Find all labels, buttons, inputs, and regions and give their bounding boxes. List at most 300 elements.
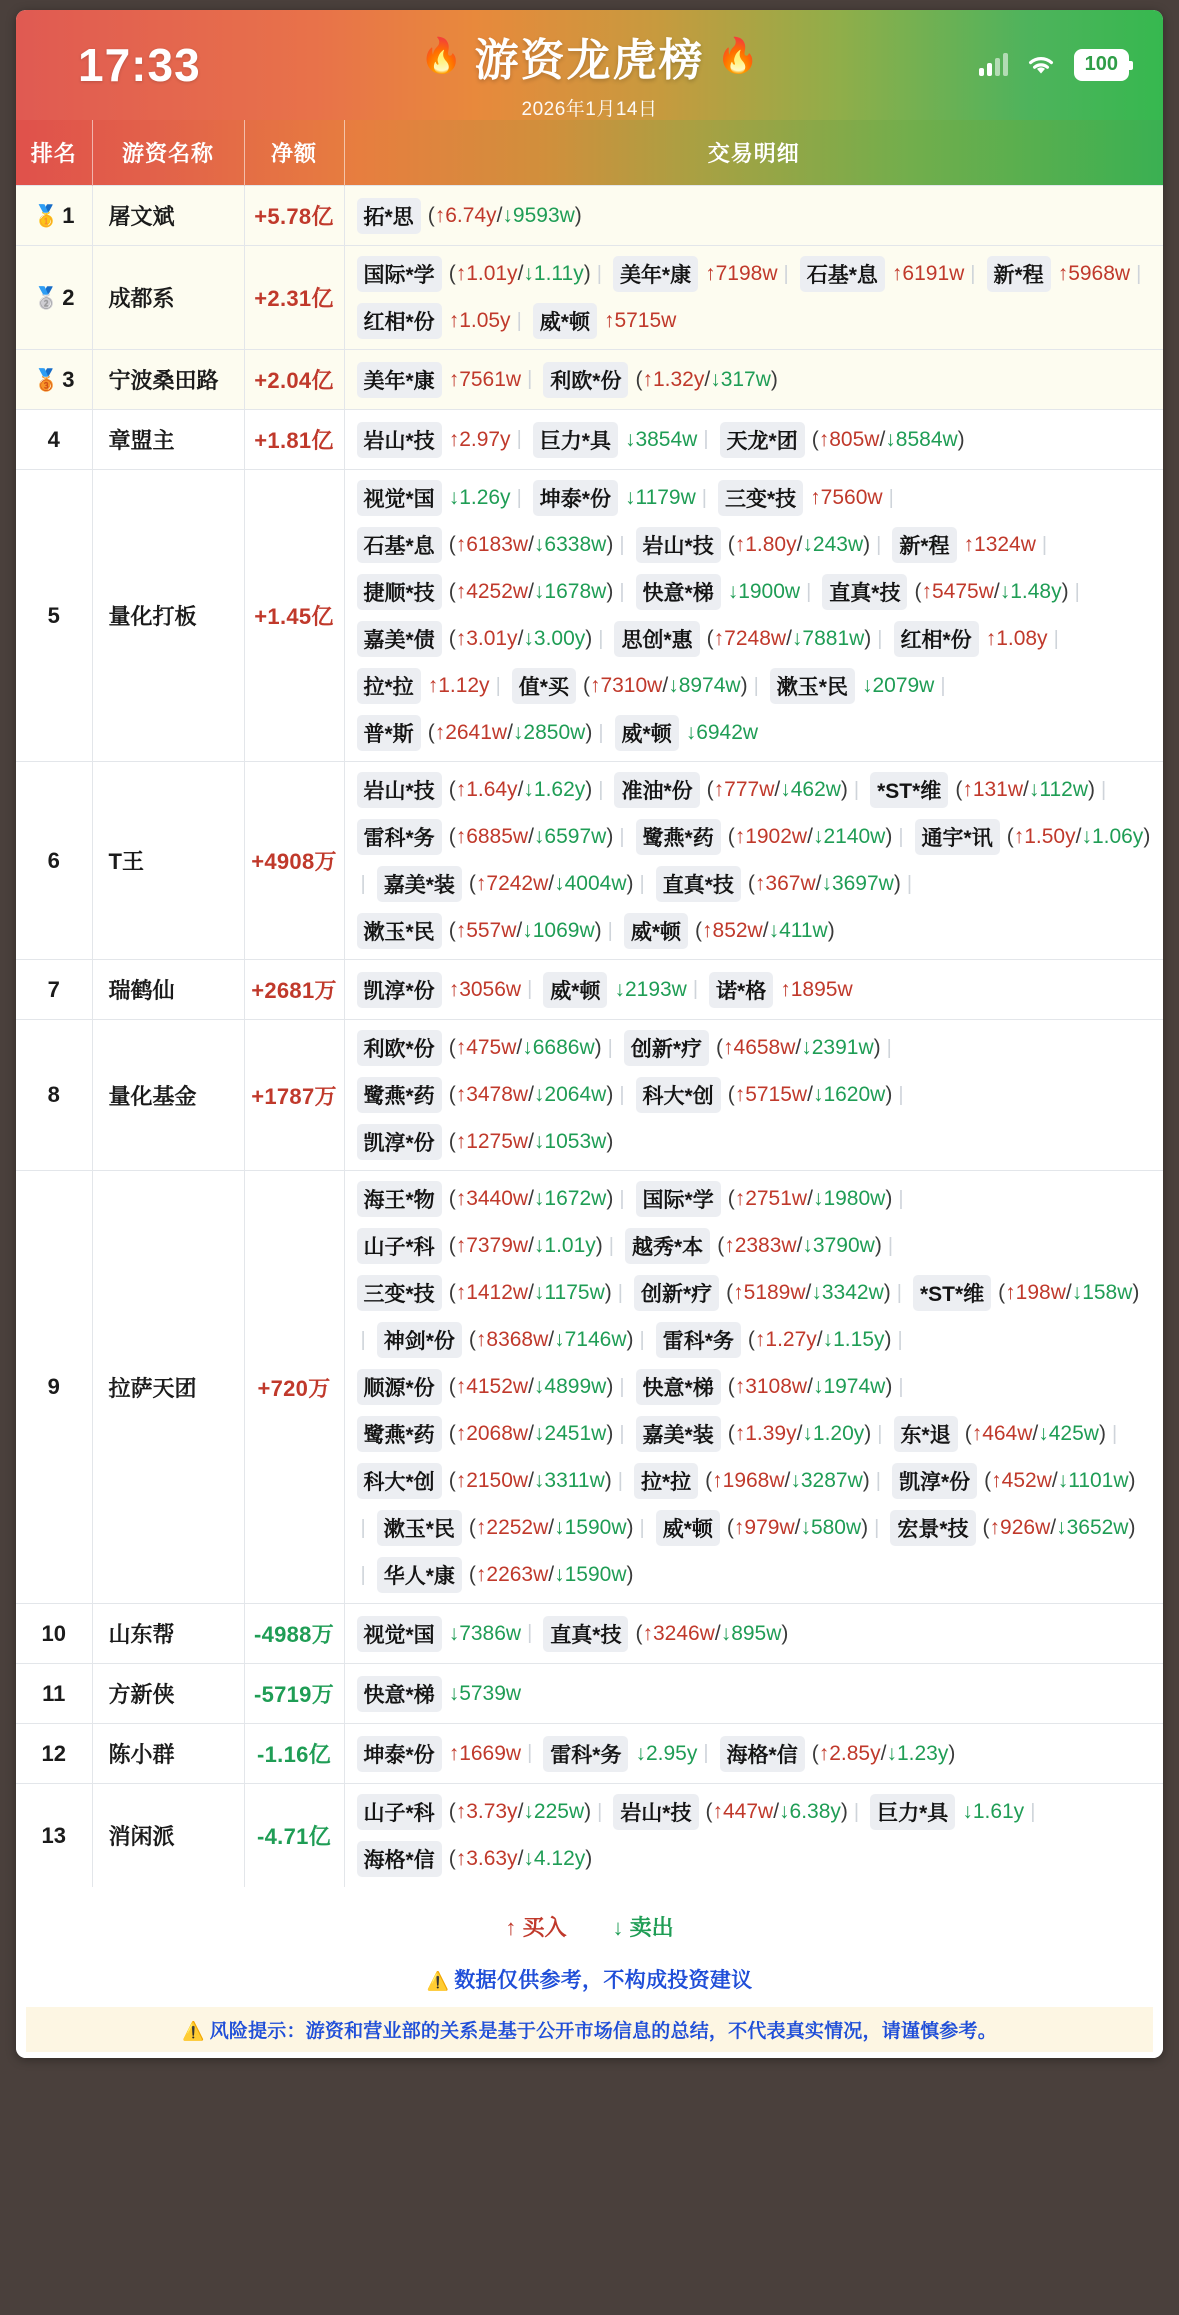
cell-net-amount: +2.31亿: [244, 246, 344, 350]
trade-item[interactable]: [615, 715, 759, 751]
status-bar-clock: 17:33: [78, 39, 201, 91]
cell-trader-name[interactable]: 方新侠: [92, 1664, 244, 1724]
stock-name-badge[interactable]: 科大*创: [357, 1463, 442, 1499]
trade-values: (↑2641w/↓2850w): [427, 721, 593, 744]
stock-name-badge[interactable]: 科大*创: [636, 1077, 721, 1113]
trade-item[interactable]: [357, 715, 593, 751]
trade-values: (↑2263w/↓1590w): [468, 1563, 634, 1586]
cell-trader-name[interactable]: 宁波桑田路: [92, 350, 244, 410]
fire-icon-right: 🔥: [716, 37, 759, 75]
stock-name-badge[interactable]: 拓*思: [357, 198, 421, 234]
trade-values: (↑1.32y/↓317w): [635, 367, 778, 391]
stock-name-badge[interactable]: 东*退: [894, 1416, 958, 1452]
trade-values: ↑5715w: [603, 309, 677, 332]
stock-name-badge[interactable]: 新*程: [892, 527, 956, 563]
stock-name-badge[interactable]: 直真*技: [656, 866, 741, 902]
cell-net-amount: -5719万: [244, 1664, 344, 1724]
cell-rank: [16, 1020, 92, 1171]
stock-name-badge[interactable]: *ST*维: [913, 1275, 991, 1311]
trade-item[interactable]: [357, 621, 593, 657]
cell-trade-details: [344, 1604, 1163, 1664]
cell-trader-name[interactable]: 山东帮: [92, 1604, 244, 1664]
trade-values: (↑4152w/↓4899w): [448, 1375, 614, 1398]
trade-separator: |: [527, 1742, 533, 1764]
trade-item[interactable]: [357, 1416, 614, 1452]
leaderboard-table: [16, 120, 1163, 1887]
trade-values: (↑4658w/↓2391w): [716, 1036, 881, 1059]
trade-separator: |: [887, 1234, 894, 1257]
trade-item[interactable]: [357, 1275, 612, 1311]
trade-item[interactable]: [533, 480, 696, 516]
stock-name-badge[interactable]: 鹭燕*药: [357, 1077, 442, 1113]
trade-item[interactable]: [636, 1369, 893, 1405]
stock-name-badge[interactable]: 直真*技: [822, 574, 907, 610]
cell-trade-details: [344, 762, 1163, 960]
trade-separator: |: [876, 533, 882, 556]
trade-item[interactable]: [915, 819, 1151, 855]
table-row[interactable]: [16, 350, 1163, 410]
stock-name-badge[interactable]: 巨力*具: [870, 1794, 955, 1830]
stock-name-badge[interactable]: 海格*信: [357, 1841, 442, 1877]
stock-name-badge[interactable]: 值*买: [512, 668, 576, 704]
trade-separator: |: [619, 580, 625, 603]
trade-separator: |: [360, 1563, 366, 1586]
stock-name-badge[interactable]: 思创*惠: [614, 621, 699, 657]
stock-name-badge[interactable]: 新*程: [987, 256, 1051, 292]
trade-separator: |: [619, 1422, 625, 1445]
trade-item[interactable]: [357, 1228, 603, 1264]
stock-name-badge[interactable]: 美年*康: [357, 362, 442, 398]
medal-icon: 🥈: [33, 286, 60, 310]
trade-item[interactable]: [357, 1124, 614, 1160]
stock-name-badge[interactable]: 快意*梯: [636, 1369, 721, 1405]
table-row[interactable]: [16, 1604, 1163, 1664]
trade-values: ↓2.95y: [635, 1741, 698, 1765]
trade-values: (↑1.01y/↓1.11y): [448, 262, 591, 285]
stock-name-badge[interactable]: 鹭燕*药: [357, 1416, 442, 1452]
trade-item[interactable]: [624, 913, 835, 949]
stock-name-badge[interactable]: 巨力*具: [533, 422, 618, 458]
trade-values: (↑1902w/↓2140w): [727, 825, 893, 848]
trade-item[interactable]: [543, 362, 778, 398]
trade-separator: |: [617, 1281, 623, 1304]
trade-item[interactable]: [533, 303, 677, 339]
trade-item[interactable]: [718, 480, 883, 516]
table-row[interactable]: [16, 960, 1163, 1020]
cell-trade-details: [344, 470, 1163, 762]
stock-name-badge[interactable]: 通宇*讯: [915, 819, 1000, 855]
stock-name-badge[interactable]: 国际*学: [636, 1181, 721, 1217]
trade-separator: |: [1074, 580, 1080, 603]
trade-separator: |: [703, 428, 709, 450]
trade-item[interactable]: [357, 913, 602, 949]
table-row[interactable]: [16, 410, 1163, 470]
cell-rank: [16, 1664, 92, 1724]
trade-item[interactable]: [357, 1736, 522, 1772]
trade-item[interactable]: [720, 1736, 956, 1772]
trade-separator: |: [597, 1800, 603, 1823]
legend-sell: ↓ 卖出: [612, 1915, 674, 1940]
trade-item[interactable]: [892, 527, 1036, 563]
trade-item[interactable]: [377, 1322, 634, 1358]
stock-name-badge[interactable]: 红相*份: [894, 621, 979, 657]
stock-name-badge[interactable]: 捷顺*技: [357, 574, 442, 610]
trade-item[interactable]: [357, 1369, 614, 1405]
stock-name-badge[interactable]: 石基*息: [800, 256, 885, 292]
cell-trader-name[interactable]: 拉萨天团: [92, 1171, 244, 1604]
trade-separator: |: [692, 978, 699, 1000]
trade-values: (↑447w/↓6.38y): [705, 1800, 848, 1823]
table-row[interactable]: [16, 186, 1163, 246]
stock-name-badge[interactable]: 快意*梯: [636, 574, 721, 610]
trade-values: (↑6.74y/↓9593w): [427, 203, 582, 227]
trade-item[interactable]: [357, 574, 614, 610]
trade-item[interactable]: [357, 1181, 614, 1217]
trade-item[interactable]: [357, 422, 511, 458]
trade-values: ↓2079w: [861, 674, 935, 697]
cell-trader-name[interactable]: 量化打板: [92, 470, 244, 762]
trade-list: [357, 480, 1156, 751]
stock-name-badge[interactable]: 创新*疗: [624, 1030, 709, 1066]
trade-item[interactable]: [357, 303, 511, 339]
cell-trader-name[interactable]: 瑞鹤仙: [92, 960, 244, 1020]
trade-item[interactable]: [357, 972, 522, 1008]
trade-item[interactable]: [543, 1616, 788, 1652]
stock-name-badge[interactable]: 威*顿: [615, 715, 679, 751]
trade-item[interactable]: [913, 1275, 1139, 1311]
stock-name-badge[interactable]: 威*顿: [624, 913, 688, 949]
trade-item[interactable]: [634, 1275, 891, 1311]
stock-name-badge[interactable]: 岩山*技: [357, 422, 442, 458]
trade-values: ↑7561w: [448, 367, 522, 391]
stock-name-badge[interactable]: 威*顿: [533, 303, 597, 339]
stock-name-badge[interactable]: 天龙*团: [720, 422, 805, 458]
stock-name-badge[interactable]: 红相*份: [357, 303, 442, 339]
trade-separator: |: [516, 428, 522, 450]
trade-item[interactable]: [770, 668, 935, 704]
cell-trader-name[interactable]: 量化基金: [92, 1020, 244, 1171]
trade-item[interactable]: [720, 422, 965, 458]
trade-values: (↑2.85y/↓1.23y): [811, 1741, 956, 1765]
stock-name-badge[interactable]: 拉*拉: [357, 668, 421, 704]
warning-icon-2: ⚠️: [182, 2021, 205, 2041]
trade-item[interactable]: [892, 1463, 1136, 1499]
stock-name-badge[interactable]: 雷科*务: [656, 1322, 741, 1358]
trade-item[interactable]: [636, 1077, 893, 1113]
cell-rank: [16, 762, 92, 960]
stock-name-badge[interactable]: 山子*科: [357, 1794, 442, 1830]
trade-item[interactable]: [656, 1510, 868, 1546]
trade-item[interactable]: [822, 574, 1068, 610]
trade-item[interactable]: [613, 256, 778, 292]
trade-values: ↓5739w: [448, 1681, 522, 1705]
rank-number: 13: [41, 1822, 66, 1848]
wifi-icon: [1026, 54, 1056, 76]
trade-separator: |: [608, 1234, 614, 1257]
trade-item[interactable]: [357, 1030, 602, 1066]
trade-values: ↑1.08y: [985, 627, 1048, 650]
cell-trader-name[interactable]: 章盟主: [92, 410, 244, 470]
medal-icon: 🥇: [33, 204, 60, 228]
trade-list: [357, 1616, 1156, 1652]
trade-list: [357, 422, 1156, 458]
table-row[interactable]: [16, 1020, 1163, 1171]
stock-name-badge[interactable]: 诺*格: [709, 972, 773, 1008]
trade-item[interactable]: [894, 621, 1048, 657]
stock-name-badge[interactable]: 岩山*技: [613, 1794, 698, 1830]
trade-item[interactable]: [357, 819, 614, 855]
trade-separator: |: [617, 1469, 623, 1492]
trade-item[interactable]: [357, 527, 614, 563]
trade-values: ↑1324w: [963, 533, 1036, 556]
trade-separator: |: [1136, 262, 1142, 285]
stock-name-badge[interactable]: 岩山*技: [636, 527, 721, 563]
stock-name-badge[interactable]: 宏景*技: [890, 1510, 975, 1546]
stock-name-badge[interactable]: 威*顿: [543, 972, 607, 1008]
page-title: 游资龙虎榜: [474, 36, 705, 85]
trade-separator: |: [898, 825, 904, 848]
trade-item[interactable]: [636, 527, 871, 563]
trade-item[interactable]: [357, 668, 490, 704]
trade-item[interactable]: [890, 1510, 1135, 1546]
trade-separator: |: [360, 872, 366, 895]
stock-name-badge[interactable]: 嘉美*债: [357, 621, 442, 657]
trade-values: (↑3108w/↓1974w): [727, 1375, 893, 1398]
trade-separator: |: [619, 825, 625, 848]
trade-values: (↑464w/↓425w): [964, 1422, 1106, 1445]
cell-net-amount: +5.78亿: [244, 186, 344, 246]
stock-name-badge[interactable]: 凯淳*份: [892, 1463, 977, 1499]
trade-item[interactable]: [636, 1181, 893, 1217]
medal-icon: 🥉: [33, 368, 60, 392]
stock-name-badge[interactable]: 拉*拉: [634, 1463, 698, 1499]
cell-net-amount: +720万: [244, 1171, 344, 1604]
trade-item[interactable]: [709, 972, 853, 1008]
disclaimer-primary-text: 数据仅供参考，不构成投资建议: [454, 1969, 753, 1992]
trade-item[interactable]: [533, 422, 698, 458]
trade-item[interactable]: [800, 256, 965, 292]
stock-name-badge[interactable]: 神剑*份: [377, 1322, 462, 1358]
trade-values: ↓3854w: [624, 427, 698, 451]
cell-trader-name[interactable]: 成都系: [92, 246, 244, 350]
trade-item[interactable]: [636, 819, 893, 855]
stock-name-badge[interactable]: 海格*信: [720, 1736, 805, 1772]
stock-name-badge[interactable]: 快意*梯: [357, 1676, 442, 1712]
stock-name-badge[interactable]: 漱玉*民: [377, 1510, 462, 1546]
stock-name-badge[interactable]: 岩山*技: [357, 772, 442, 808]
cell-trader-name[interactable]: 陈小群: [92, 1724, 244, 1784]
trade-item[interactable]: [613, 1794, 848, 1830]
trade-item[interactable]: [656, 1322, 892, 1358]
stock-name-badge[interactable]: 威*顿: [656, 1510, 720, 1546]
rank-number: 8: [47, 1082, 60, 1107]
stock-name-badge[interactable]: 越秀*本: [625, 1228, 710, 1264]
stock-name-badge[interactable]: 顺源*份: [357, 1369, 442, 1405]
trade-list: [357, 256, 1156, 339]
trade-item[interactable]: [625, 1228, 882, 1264]
stock-name-badge[interactable]: 嘉美*装: [377, 866, 462, 902]
stock-name-badge[interactable]: 三变*技: [718, 480, 803, 516]
stock-name-badge[interactable]: 海王*物: [357, 1181, 442, 1217]
trade-item[interactable]: [357, 1463, 612, 1499]
trade-values: (↑3.63y/↓4.12y): [448, 1847, 593, 1870]
trade-item[interactable]: [987, 256, 1131, 292]
stock-name-badge[interactable]: 直真*技: [543, 1616, 628, 1652]
trade-item[interactable]: [634, 1463, 870, 1499]
trade-separator: |: [898, 1187, 904, 1210]
trade-list: [357, 972, 1156, 1008]
cell-trade-details: [344, 1664, 1163, 1724]
cell-trader-name[interactable]: T王: [92, 762, 244, 960]
trade-separator: |: [360, 1516, 366, 1539]
trade-separator: |: [598, 627, 604, 650]
stock-name-badge[interactable]: 漱玉*民: [770, 668, 855, 704]
cell-trader-name[interactable]: 消闲派: [92, 1784, 244, 1888]
cell-trade-details: [344, 1784, 1163, 1888]
table-row[interactable]: [16, 1784, 1163, 1888]
col-header-net: 净额: [244, 120, 344, 186]
trade-separator: |: [1030, 1800, 1036, 1823]
stock-name-badge[interactable]: 凯淳*份: [357, 1124, 442, 1160]
stock-name-badge[interactable]: *ST*维: [870, 772, 948, 808]
trade-item[interactable]: [614, 621, 871, 657]
warning-icon: ⚠️: [426, 1971, 450, 1991]
trade-values: (↑3478w/↓2064w): [448, 1083, 614, 1106]
stock-name-badge[interactable]: 漱玉*民: [357, 913, 442, 949]
table-row[interactable]: [16, 246, 1163, 350]
trade-separator: |: [619, 533, 625, 556]
table-row[interactable]: [16, 1724, 1163, 1784]
stock-name-badge[interactable]: 国际*学: [357, 256, 442, 292]
trade-values: ↑6191w: [891, 262, 965, 285]
trade-separator: |: [1111, 1422, 1118, 1445]
stock-name-badge[interactable]: 山子*科: [357, 1228, 442, 1264]
cell-rank: [16, 246, 92, 350]
trade-separator: |: [806, 580, 812, 603]
stock-name-badge[interactable]: 视觉*国: [357, 480, 442, 516]
trade-item[interactable]: [377, 1557, 634, 1593]
stock-name-badge[interactable]: 华人*康: [377, 1557, 462, 1593]
trade-item[interactable]: [357, 1616, 522, 1652]
footer: [16, 1887, 1163, 2058]
stock-name-badge[interactable]: 利欧*份: [357, 1030, 442, 1066]
trade-item[interactable]: [357, 362, 522, 398]
cell-trade-details: [344, 186, 1163, 246]
cell-rank: [16, 470, 92, 762]
stock-name-badge[interactable]: 普*斯: [357, 715, 421, 751]
disclaimer-secondary-text: 风险提示：游资和营业部的关系是基于公开市场信息的总结，不代表真实情况，请谨慎参考。: [209, 2021, 997, 2042]
stock-name-badge[interactable]: 坤泰*份: [533, 480, 618, 516]
table-row[interactable]: [16, 1664, 1163, 1724]
stock-name-badge[interactable]: 准油*份: [614, 772, 699, 808]
trade-separator: |: [875, 1469, 881, 1492]
cellular-signal-icon: [979, 54, 1008, 76]
trade-values: (↑5189w/↓3342w): [726, 1281, 891, 1304]
stock-name-badge[interactable]: 鹭燕*药: [636, 819, 721, 855]
stock-name-badge[interactable]: 美年*康: [613, 256, 698, 292]
stock-name-badge[interactable]: 三变*技: [357, 1275, 442, 1311]
trade-item[interactable]: [357, 480, 511, 516]
trade-values: (↑131w/↓112w): [955, 778, 1096, 801]
stock-name-badge[interactable]: 坤泰*份: [357, 1736, 442, 1772]
trade-separator: |: [888, 486, 894, 509]
trade-list: [357, 362, 1156, 398]
trade-separator: |: [886, 1036, 892, 1059]
trade-item[interactable]: [357, 256, 591, 292]
trade-values: ↓1900w: [727, 580, 801, 603]
trade-item[interactable]: [894, 1416, 1106, 1452]
stock-name-badge[interactable]: 雷科*务: [543, 1736, 628, 1772]
trade-separator: |: [516, 309, 522, 332]
trade-values: (↑2068w/↓2451w): [448, 1422, 614, 1445]
col-header-name: 游资名称: [92, 120, 244, 186]
trade-item[interactable]: [357, 1676, 522, 1712]
trade-item[interactable]: [357, 772, 593, 808]
trade-values: (↑805w/↓8584w): [811, 427, 965, 451]
trade-item[interactable]: [543, 1736, 697, 1772]
cell-trade-details: [344, 960, 1163, 1020]
trade-separator: |: [495, 674, 501, 697]
trade-item[interactable]: [656, 866, 901, 902]
trade-item[interactable]: [357, 1794, 592, 1830]
trade-item[interactable]: [377, 1510, 634, 1546]
trade-separator: |: [877, 1422, 883, 1445]
trade-item[interactable]: [614, 772, 847, 808]
trade-separator: |: [619, 1187, 625, 1210]
trade-separator: |: [598, 721, 604, 744]
trade-separator: |: [898, 1083, 904, 1106]
trade-item[interactable]: [636, 1416, 872, 1452]
trade-values: (↑2150w/↓3311w): [448, 1469, 612, 1492]
stock-name-badge[interactable]: 利欧*份: [543, 362, 628, 398]
status-bar-indicators: [979, 49, 1129, 81]
trade-separator: |: [874, 1516, 880, 1539]
trade-values: (↑7242w/↓4004w): [468, 872, 634, 895]
trade-separator: |: [639, 872, 645, 895]
trade-item[interactable]: [870, 1794, 1024, 1830]
trade-item[interactable]: [543, 972, 687, 1008]
stock-name-badge[interactable]: 雷科*务: [357, 819, 442, 855]
trade-list: [357, 1676, 1156, 1712]
rank-number: 7: [47, 976, 60, 1002]
trade-item[interactable]: [624, 1030, 881, 1066]
trade-item[interactable]: [357, 198, 582, 234]
table-row[interactable]: [16, 470, 1163, 762]
trade-item[interactable]: [377, 866, 634, 902]
stock-name-badge[interactable]: 凯淳*份: [357, 972, 442, 1008]
trade-item[interactable]: [357, 1077, 614, 1113]
trade-separator: |: [853, 1800, 860, 1823]
table-body: [16, 186, 1163, 1888]
cell-trader-name[interactable]: 屠文斌: [92, 186, 244, 246]
table-row[interactable]: [16, 1171, 1163, 1604]
trade-separator: |: [701, 486, 707, 509]
trade-item[interactable]: [636, 574, 801, 610]
trade-item[interactable]: [870, 772, 1095, 808]
trade-separator: |: [897, 1328, 903, 1351]
stock-name-badge[interactable]: 创新*疗: [634, 1275, 719, 1311]
trade-values: (↑3440w/↓1672w): [448, 1187, 614, 1210]
stock-name-badge[interactable]: 视觉*国: [357, 1616, 442, 1652]
stock-name-badge[interactable]: 嘉美*装: [636, 1416, 721, 1452]
trade-item[interactable]: [357, 1841, 593, 1877]
trade-values: ↓1.61y: [962, 1800, 1025, 1823]
stock-name-badge[interactable]: 石基*息: [357, 527, 442, 563]
cell-trade-details: [344, 246, 1163, 350]
table-row[interactable]: [16, 762, 1163, 960]
trade-item[interactable]: [512, 668, 748, 704]
trade-separator: |: [970, 262, 976, 285]
